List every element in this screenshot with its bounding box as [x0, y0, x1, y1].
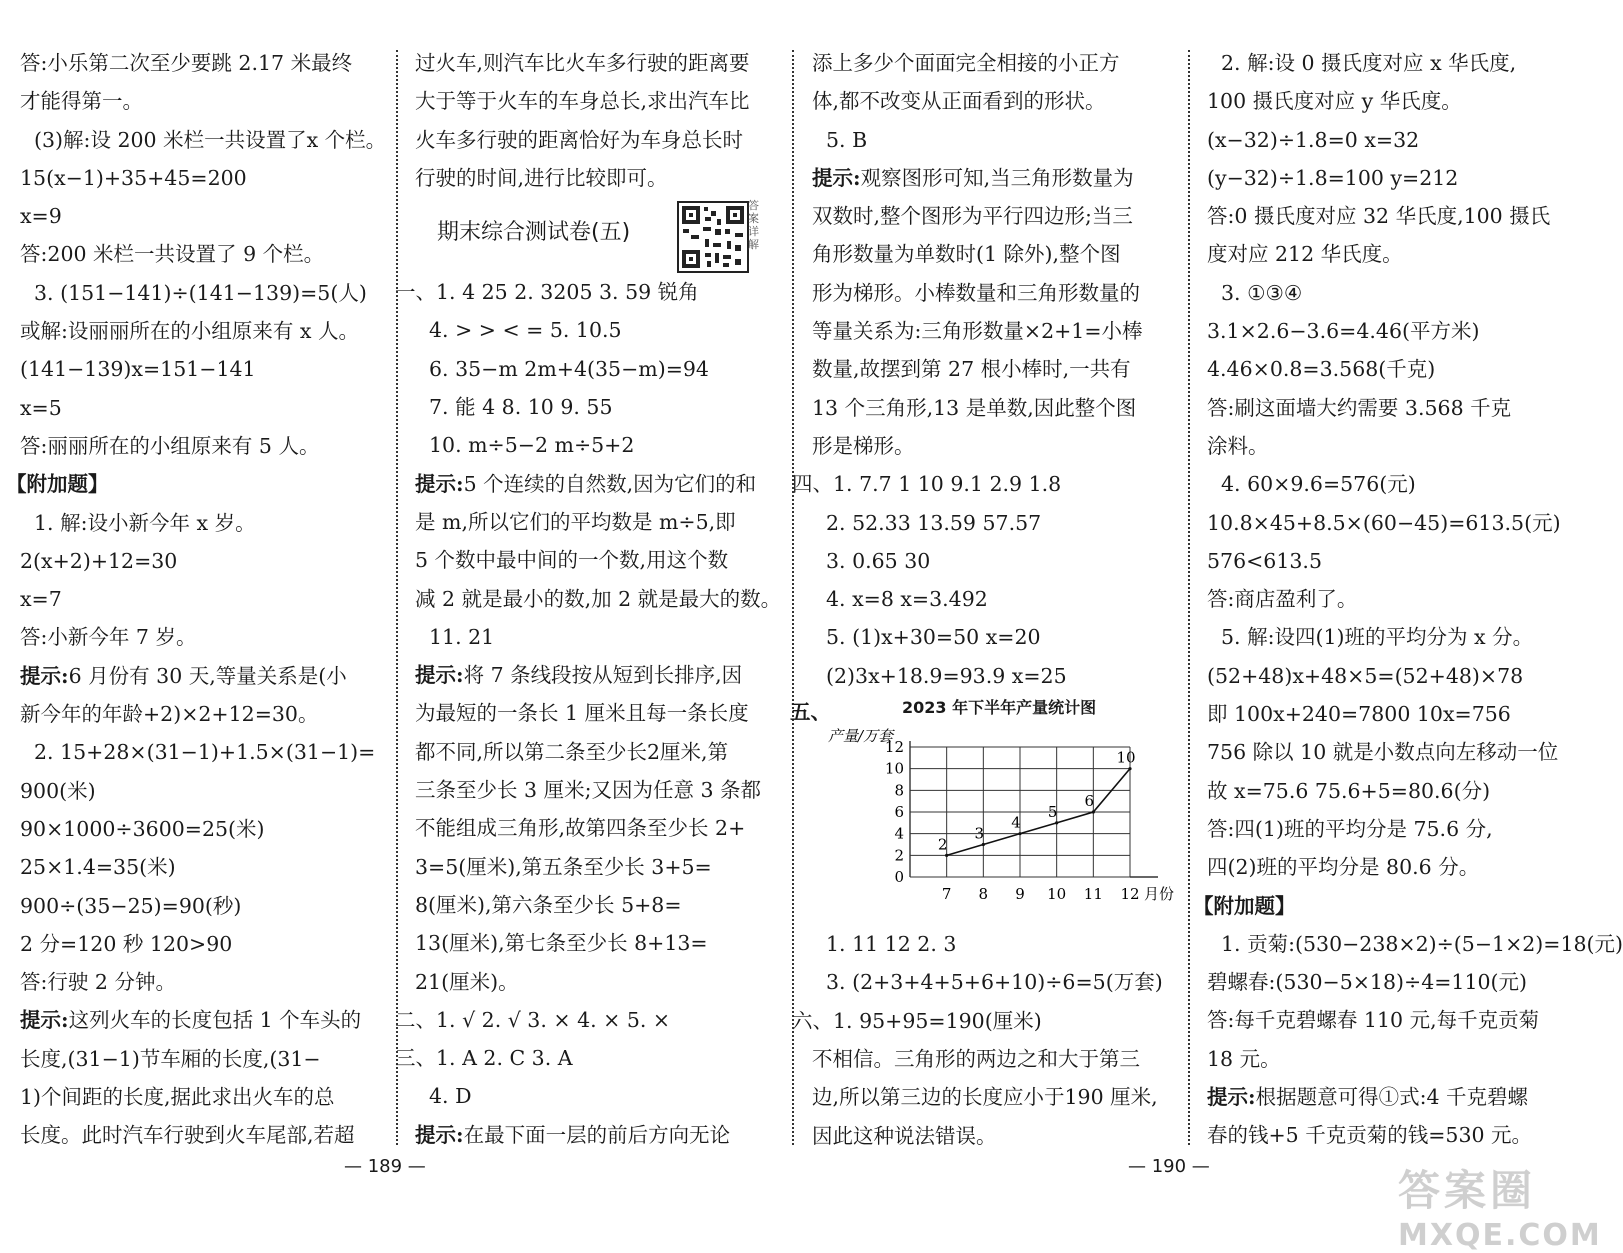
hint-text: 在最下面一层的前后方向无论: [463, 1122, 731, 1147]
answer-line: 18 元。: [1207, 1046, 1281, 1071]
answer-line: 是 m,所以它们的平均数是 m÷5,即: [415, 509, 736, 534]
x-tick-label: 7: [941, 885, 952, 904]
hint-label: 提示:: [415, 1122, 464, 1147]
answer-line: 涂料。: [1207, 433, 1269, 458]
answer-line: 六、1. 95+95=190(厘米): [792, 1008, 1042, 1033]
answer-line: 90×1000÷3600=25(米): [20, 816, 265, 841]
answer-line: 体,都不改变从正面看到的形状。: [812, 89, 1106, 114]
y-tick-label: 10: [884, 759, 904, 778]
column-2-top-text: [415, 44, 787, 197]
answer-line: 900(米): [20, 778, 96, 803]
answer-line: 都不同,所以第二条至少长2厘米,第: [415, 739, 729, 764]
hint-label: 提示:: [812, 165, 861, 190]
answer-line: [415, 656, 787, 694]
answer-line: 5. 解:设四(1)班的平均分为 x 分。: [1221, 625, 1534, 650]
y-tick-label: 8: [894, 781, 904, 800]
qr-caption: 答案详解: [748, 199, 759, 252]
x-tick-label: 8: [978, 885, 989, 904]
answer-line: 756 除以 10 就是小数点向左移动一位: [1207, 740, 1559, 765]
answer-line: 长度。此时汽车行驶到火车尾部,若超: [20, 1123, 355, 1148]
exam-title: 期末综合测试卷(五): [437, 220, 631, 246]
answer-line: 形是梯形。: [812, 433, 915, 458]
answer-line: 【附加题】: [6, 472, 109, 497]
y-tick-label: 6: [894, 803, 904, 822]
watermark-line-1: 答案圈: [1398, 1166, 1537, 1215]
column-divider: [1188, 50, 1190, 1145]
answer-line: 3. ①③④: [1221, 280, 1303, 305]
answer-line: 减 2 就是最小的数,加 2 就是最大的数。: [415, 586, 782, 611]
answer-line: x=7: [20, 587, 62, 612]
watermark-line-2: MXQE.COM: [1398, 1218, 1602, 1253]
hint-text: 6 月份有 30 天,等量关系是(小: [68, 663, 347, 688]
answer-line: 4. x=8 x=3.492: [826, 587, 988, 612]
answer-line: (2)3x+18.9=93.9 x=25: [826, 663, 1067, 688]
answer-line: 答:小新今年 7 岁。: [20, 625, 197, 650]
answer-line: 3. (151−141)÷(141−139)=5(人): [34, 280, 367, 305]
data-point: [1018, 832, 1021, 835]
data-point: [1128, 767, 1131, 770]
answer-line: 答:0 摄氏度对应 32 华氏度,100 摄氏: [1207, 204, 1551, 229]
answer-line: [812, 159, 1184, 197]
answer-line: 2(x+2)+12=30: [20, 548, 178, 573]
answer-line: 故 x=75.6 75.6+5=80.6(分): [1207, 778, 1491, 803]
answer-line: 四、1. 7.7 1 10 9.1 2.9 1.8: [792, 472, 1062, 497]
answer-line: 10. m÷5−2 m÷5+2: [429, 433, 635, 458]
y-tick-label: 12: [884, 738, 904, 757]
answer-line: 6. 35−m 2m+4(35−m)=94: [429, 356, 709, 381]
y-tick-label: 2: [894, 846, 904, 865]
answer-line: 7. 能 4 8. 10 9. 55: [429, 395, 613, 420]
answer-column-2: [395, 44, 787, 1154]
answer-line: 4. D: [429, 1084, 472, 1109]
answer-column-3: [790, 44, 1184, 1155]
answer-line: (x−32)÷1.8=0 x=32: [1207, 127, 1420, 152]
hint-label: 提示:: [1207, 1085, 1256, 1110]
answer-line: 5. (1)x+30=50 x=20: [826, 625, 1041, 650]
answer-line: (y−32)÷1.8=100 y=212: [1207, 165, 1459, 190]
answer-line: 4. > > < = 5. 10.5: [429, 318, 622, 343]
answer-line: 900÷(35−25)=90(秒): [20, 893, 242, 918]
section-label: 五、: [790, 700, 831, 725]
answer-line: 三、1. A 2. C 3. A: [395, 1046, 573, 1071]
answer-line: 数量,故摆到第 27 根小棒时,一共有: [812, 357, 1131, 382]
data-point: [1055, 821, 1058, 824]
answer-line: 2 分=120 秒 120>90: [20, 931, 233, 956]
answer-line: 答:商店盈利了。: [1207, 587, 1358, 612]
answer-line: (3)解:设 200 米栏一共设置了x 个栏。: [34, 127, 387, 152]
answer-line: 4.46×0.8=3.568(千克): [1207, 357, 1436, 382]
hint-label: 提示:: [415, 663, 464, 688]
hint-text: 观察图形可知,当三角形数量为: [860, 165, 1134, 190]
data-label: 6: [1084, 792, 1095, 811]
answer-line: 答:200 米栏一共设置了 9 个栏。: [20, 242, 325, 267]
page-number-left: — 189 —: [344, 1156, 426, 1177]
answer-line: 11. 21: [429, 624, 495, 649]
answer-line: 13 个三角形,13 是单数,因此整个图: [812, 395, 1137, 420]
watermark: [1398, 1158, 1602, 1253]
column-3-bottom-text: [792, 925, 1184, 1155]
exam-title-block: [415, 197, 787, 273]
chart-title: 2023 年下半年产量统计图: [902, 698, 1097, 718]
answer-line: [1207, 1078, 1582, 1116]
y-tick-label: 4: [894, 824, 904, 843]
answer-line: 火车多行驶的距离恰好为车身总长时: [415, 127, 743, 152]
answer-line: x=9: [20, 204, 62, 229]
data-label: 2: [937, 835, 948, 854]
answer-line: (52+48)x+48×5=(52+48)×78: [1207, 663, 1524, 688]
answer-line: 新今年的年龄+2)×2+12=30。: [20, 702, 319, 727]
answer-line: 2. 解:设 0 摄氏度对应 x 华氏度,: [1221, 51, 1517, 75]
answer-line: 答:丽丽所在的小组原来有 5 人。: [20, 433, 320, 458]
answer-line: 碧螺春:(530−5×18)÷4=110(元): [1207, 970, 1528, 995]
answer-column-1: [6, 44, 392, 1155]
answer-line: 1. 11 12 2. 3: [826, 932, 957, 957]
answer-column-4: [1193, 44, 1623, 1155]
answer-line: 【附加题】: [1193, 893, 1296, 918]
answer-line: 15(x−1)+35+45=200: [20, 165, 247, 190]
answer-line: 2. 52.33 13.59 57.57: [826, 510, 1042, 535]
data-label: 3: [974, 824, 985, 843]
answer-line: 5. B: [826, 127, 868, 152]
answer-line: 答:刷这面墙大约需要 3.568 千克: [1207, 395, 1512, 420]
answer-line: 3. (2+3+4+5+6+10)÷6=5(万套): [826, 970, 1163, 995]
column-2-answers: [395, 273, 787, 1154]
answer-line: 答:每千克碧螺春 110 元,每千克贡菊: [1207, 1008, 1540, 1033]
answer-line: 长度,(31−1)节车厢的长度,(31−: [20, 1046, 321, 1071]
answer-line: 或解:设丽丽所在的小组原来有 x 人。: [20, 319, 359, 344]
data-label: 5: [1047, 802, 1058, 821]
answer-line: 3.1×2.6−3.6=4.46(平方米): [1207, 319, 1480, 344]
answer-line: 因此这种说法错误。: [812, 1123, 997, 1148]
answer-line: 答:行驶 2 分钟。: [20, 970, 176, 995]
answer-line: 576<613.5: [1207, 548, 1322, 573]
answer-line: 8(厘米),第六条至少长 5+8=: [415, 892, 682, 917]
answer-line: 二、1. √ 2. √ 3. × 4. × 5. ×: [395, 1007, 671, 1032]
answer-line: 形为梯形。小棒数量和三角形数量的: [812, 280, 1140, 305]
column-divider: [396, 50, 398, 1145]
x-tick-label: 12: [1120, 885, 1140, 904]
answer-line: 4. 60×9.6=576(元): [1221, 472, 1416, 497]
answer-line: 双数时,整个图形为平行四边形;当三: [812, 204, 1133, 229]
answer-line: 才能得第一。: [20, 89, 143, 114]
hint-text: 将 7 条线段按从短到长排序,因: [463, 663, 743, 688]
hint-label: 提示:: [20, 1008, 69, 1033]
answer-line: 即 100x+240=7800 10x=756: [1207, 702, 1511, 727]
answer-line: 答:小乐第二次至少要跳 2.17 米最终: [20, 51, 353, 75]
answer-line: 1. 解:设小新今年 x 岁。: [34, 510, 256, 535]
answer-line: x=5: [20, 395, 62, 420]
answer-line: [415, 1116, 787, 1154]
x-tick-label: 9: [1015, 885, 1025, 904]
answer-line: 1)个间距的长度,据此求出火车的总: [20, 1085, 335, 1110]
answer-line: 答:四(1)班的平均分是 75.6 分,: [1207, 816, 1493, 841]
answer-line: 不能组成三角形,故第四条至少长 2+: [415, 816, 746, 841]
answer-line: 5 个数中最中间的一个数,用这个数: [415, 548, 729, 573]
x-tick-label: 11: [1083, 885, 1103, 904]
answer-line: 大于等于火车的车身总长,求出汽车比: [415, 89, 750, 114]
hint-text: 根据题意可得①式:4 千克碧螺: [1255, 1085, 1529, 1110]
answer-line: 添上多少个面面完全相接的小正方: [812, 51, 1120, 75]
x-tick-label: 10: [1047, 885, 1067, 904]
answer-line: 100 摄氏度对应 y 华氏度。: [1207, 89, 1462, 114]
answer-line: 不相信。三角形的两边之和大于第三: [812, 1046, 1140, 1071]
answer-line: 21(厘米)。: [415, 969, 519, 994]
column-divider: [792, 50, 794, 1145]
chart-block: [790, 695, 1184, 925]
data-point: [982, 843, 985, 846]
answer-line: 行驶的时间,进行比较即可。: [415, 165, 668, 190]
data-label: 10: [1116, 748, 1136, 767]
answer-line: 为最短的一条长 1 厘米且每一条长度: [415, 701, 749, 726]
answer-line: 3. 0.65 30: [826, 548, 931, 573]
answer-line: 2. 15+28×(31−1)+1.5×(31−1)=: [34, 740, 376, 765]
answer-line: 边,所以第三边的长度应小于190 厘米,: [812, 1085, 1158, 1110]
hint-text: 5 个连续的自然数,因为它们的和: [463, 471, 757, 496]
page-number-right: — 190 —: [1128, 1156, 1210, 1177]
data-label: 4: [1011, 813, 1021, 832]
x-axis-label: 月份: [1144, 885, 1175, 904]
answer-line: 等量关系为:三角形数量×2+1=小棒: [812, 319, 1143, 344]
answer-line: 春的钱+5 千克贡菊的钱=530 元。: [1207, 1123, 1533, 1148]
answer-line: [20, 1001, 392, 1039]
qr-code-icon: [677, 201, 749, 273]
answer-line: 四(2)班的平均分是 80.6 分。: [1207, 855, 1480, 880]
answer-line: (141−139)x=151−141: [20, 357, 256, 382]
column-3-top-text: [792, 44, 1184, 695]
hint-label: 提示:: [20, 663, 69, 688]
answer-line: 三条至少长 3 厘米;又因为任意 3 条都: [415, 778, 762, 803]
hint-text: 这列火车的长度包括 1 个车头的: [68, 1008, 362, 1033]
answer-line: 过火车,则汽车比火车多行驶的距离要: [415, 51, 750, 75]
answer-line: 25×1.4=35(米): [20, 855, 176, 880]
line-chart: [812, 695, 1184, 925]
answer-line: 3=5(厘米),第五条至少长 3+5=: [415, 854, 712, 879]
answer-line: 10.8×45+8.5×(60−45)=613.5(元): [1207, 510, 1561, 535]
answer-line: 度对应 212 华氏度。: [1207, 242, 1403, 267]
answer-line: 角形数量为单数时(1 除外),整个图: [812, 242, 1121, 267]
y-axis-label: 产量/万套: [828, 727, 894, 746]
answer-line: [415, 465, 787, 503]
data-point: [945, 854, 948, 857]
y-tick-label: 0: [894, 868, 904, 887]
answer-line: 一、1. 4 25 2. 3205 3. 59 锐角: [395, 280, 699, 305]
answer-line: 1. 贡菊:(530−238×2)÷(5−1×2)=18(元): [1221, 931, 1623, 956]
answer-line: [20, 657, 392, 695]
answer-line: 13(厘米),第七条至少长 8+13=: [415, 931, 708, 956]
data-point: [1092, 810, 1095, 813]
hint-label: 提示:: [415, 471, 464, 496]
